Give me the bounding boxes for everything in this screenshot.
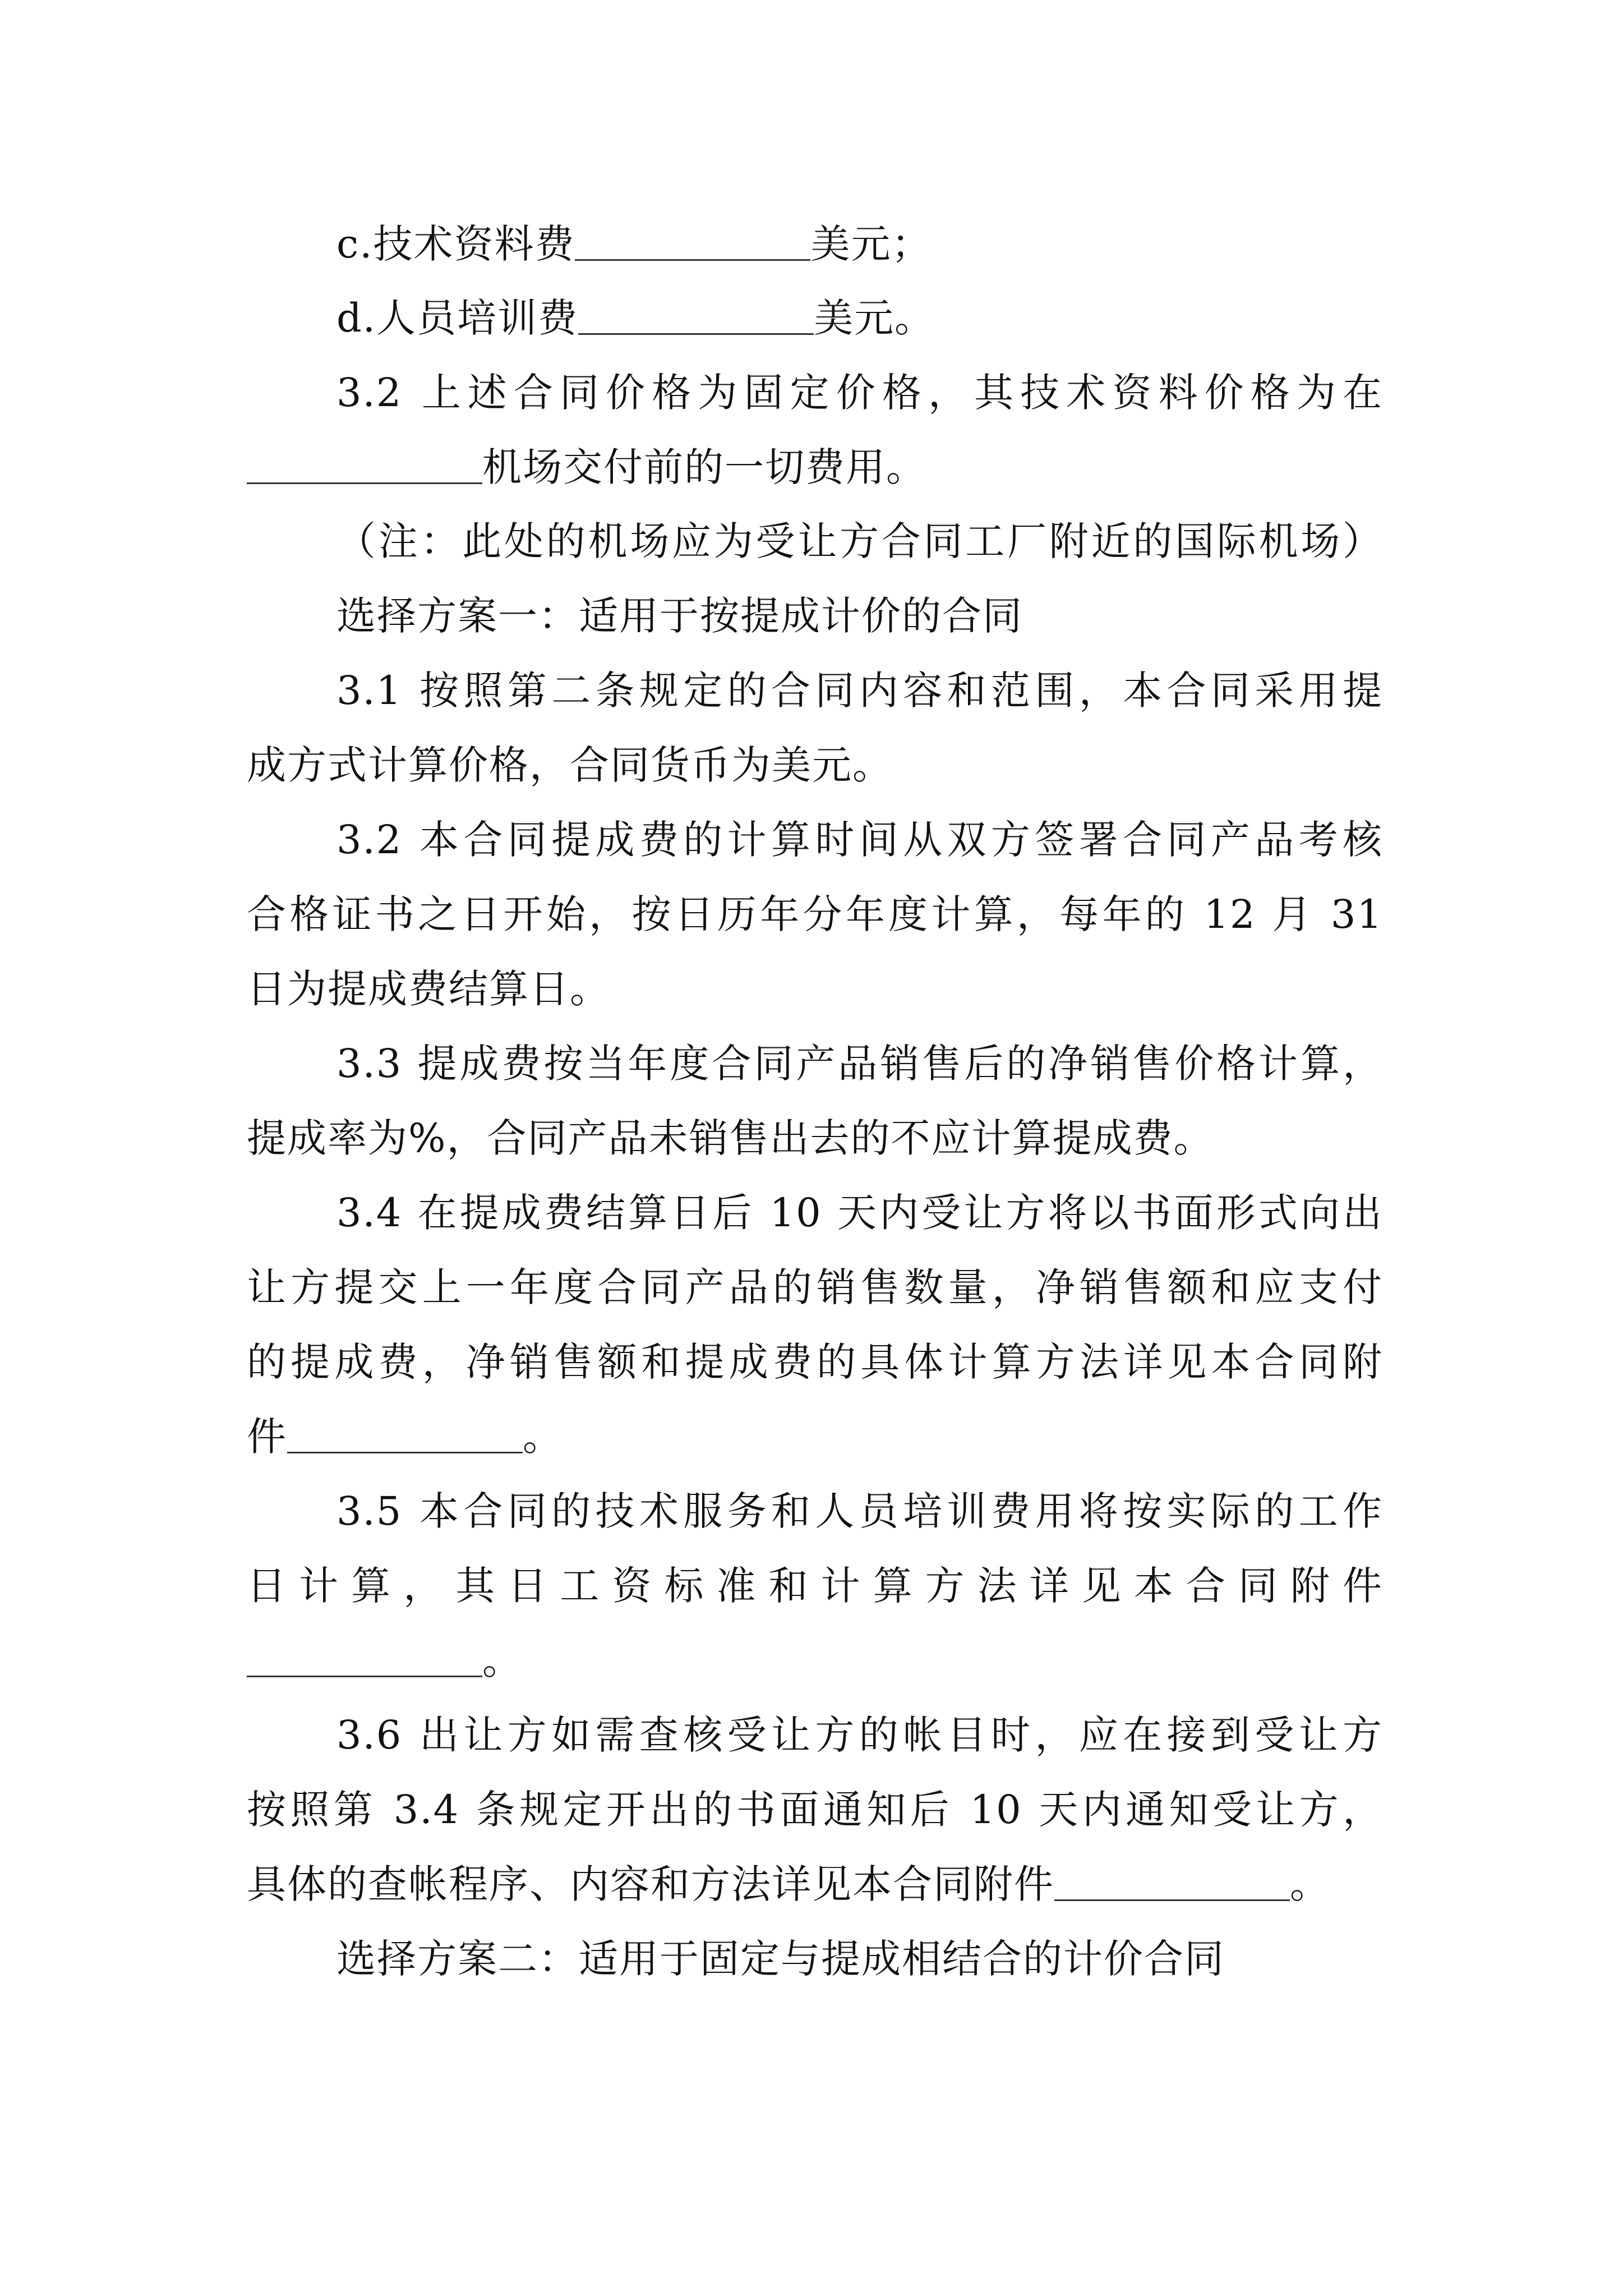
item-d-label: d.人员培训费 [336,295,579,341]
item-c-line [336,213,932,275]
clause-3-3-line2: 提成率为%，合同产品未销售出去的不应计算提成费。 [247,1115,1214,1161]
clause-3-5-line2: 日计算，其日工资标准和计算方法详见本合同附件 [247,1563,1383,1609]
clause-3-4-line3: 的提成费，净销售额和提成费的具体计算方法详见本合同附 [247,1339,1383,1385]
airport-blank [247,443,482,484]
item-c-blank [575,220,810,261]
clause-3-5-line3 [247,1630,523,1691]
clause-3-4-line2: 让方提交上一年度合同产品的销售数量，净销售额和应支付 [247,1264,1383,1310]
clause-3-4-line1: 3.4 在提成费结算日后 10 天内受让方将以书面形式向出 [336,1190,1383,1236]
clause-3-6-line3 [247,1853,1330,1915]
option-2-title: 选择方案二：适用于固定与提成相结合的计价合同 [336,1936,1225,1982]
appendix-blank-3-4 [287,1412,523,1453]
item-d-line [336,287,935,349]
clause-3-4-line4-suffix: 。 [523,1414,563,1460]
clause-3-2-fixed-line2 [247,436,926,498]
item-d-blank [578,294,814,335]
item-c-suffix: 美元； [810,221,932,267]
appendix-blank-3-5 [247,1636,482,1677]
appendix-blank-3-6 [1054,1860,1290,1901]
clause-3-4-line4 [247,1406,563,1467]
clause-3-6-line3-suffix: 。 [1290,1861,1330,1907]
clause-3-1-line2: 成方式计算价格，合同货币为美元。 [247,742,893,788]
note-line: （注：此处的机场应为受让方合同工厂附近的国际机场） [336,518,1383,564]
clause-3-2-line3: 日为提成费结算日。 [247,966,610,1012]
clause-3-6-line2: 按照第 3.4 条规定开出的书面通知后 10 天内通知受让方， [247,1787,1383,1833]
clause-3-1-line1: 3.1 按照第二条规定的合同内容和范围，本合同采用提 [336,668,1383,714]
clause-3-5-line1: 3.5 本合同的技术服务和人员培训费用将按实际的工作 [336,1488,1383,1534]
clause-3-4-line4-prefix: 件 [247,1414,287,1460]
clause-3-5-line3-suffix: 。 [482,1637,523,1683]
clause-3-6-line3-prefix: 具体的查帐程序、内容和方法详见本合同附件 [247,1861,1054,1907]
clause-3-2-fixed-line2-text: 机场交付前的一切费用。 [482,444,926,490]
clause-3-2-line2: 合格证书之日开始，按日历年分年度计算，每年的 12 月 31 [247,891,1383,937]
clause-3-2-line1: 3.2 本合同提成费的计算时间从双方签署合同产品考核 [336,817,1383,863]
item-c-label: c.技术资料费 [336,221,575,267]
option-1-title: 选择方案一：适用于按提成计价的合同 [336,593,1023,639]
item-d-suffix: 美元。 [814,295,935,341]
clause-3-2-fixed-line1: 3.2 上述合同价格为固定价格，其技术资料价格为在 [336,370,1383,416]
clause-3-3-line1: 3.3 提成费按当年度合同产品销售后的净销售价格计算， [336,1041,1383,1087]
clause-3-6-line1: 3.6 出让方如需查核受让方的帐目时，应在接到受让方 [336,1712,1383,1758]
